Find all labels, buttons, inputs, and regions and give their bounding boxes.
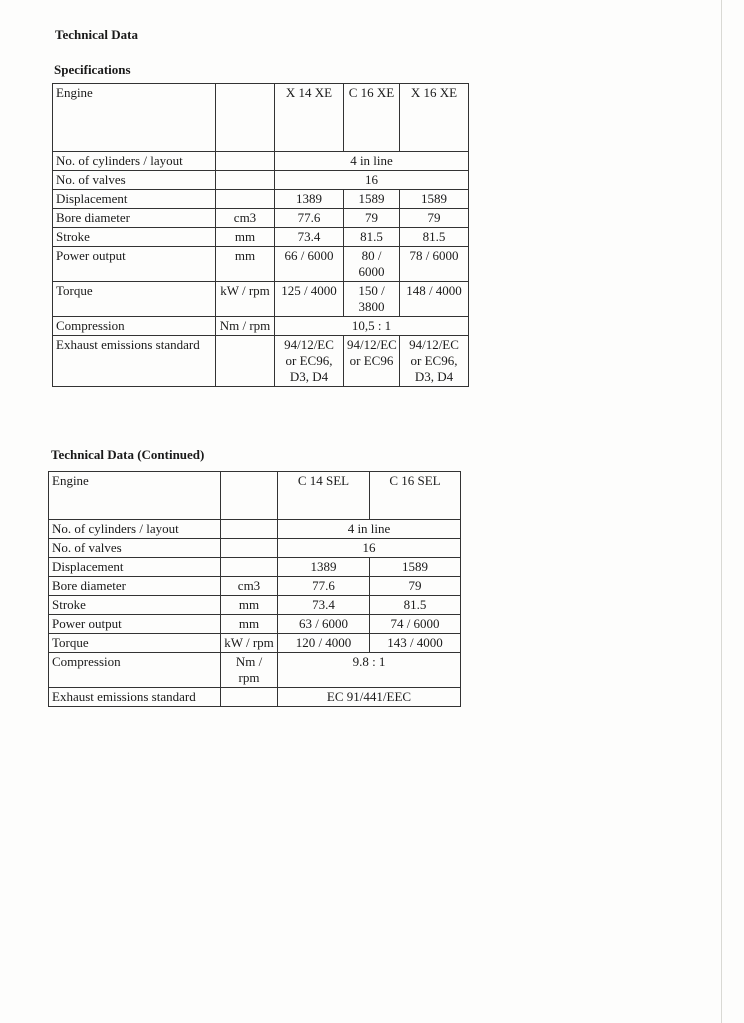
row-cylinders-layout bbox=[53, 152, 469, 171]
header-unit-cell bbox=[221, 472, 278, 520]
row-value: 1389 bbox=[278, 558, 370, 577]
header-engine-label: Engine bbox=[53, 84, 216, 152]
row-label: Exhaust emissions standard bbox=[53, 336, 216, 387]
row-value: 81.5 bbox=[400, 228, 469, 247]
row-label: No. of cylinders / layout bbox=[49, 520, 221, 539]
row-unit: kW / rpm bbox=[216, 282, 275, 317]
row-compression bbox=[49, 653, 461, 688]
row-bore-diameter bbox=[53, 209, 469, 228]
row-unit bbox=[216, 152, 275, 171]
row-valves bbox=[49, 539, 461, 558]
row-compression bbox=[53, 317, 469, 336]
row-unit bbox=[221, 539, 278, 558]
row-unit: mm bbox=[221, 596, 278, 615]
row-exhaust-emissions bbox=[53, 336, 469, 387]
header-engine-x16xe: X 16 XE bbox=[400, 84, 469, 152]
row-label: Compression bbox=[49, 653, 221, 688]
row-value-span: 16 bbox=[278, 539, 461, 558]
row-label: No. of valves bbox=[49, 539, 221, 558]
row-value-span: 16 bbox=[275, 171, 469, 190]
row-unit: Nm / rpm bbox=[216, 317, 275, 336]
specifications-heading: Specifications bbox=[54, 62, 131, 77]
table-header-row bbox=[53, 84, 469, 152]
row-value: 1389 bbox=[275, 190, 344, 209]
header-engine-x14xe: X 14 XE bbox=[275, 84, 344, 152]
row-value: 1589 bbox=[400, 190, 469, 209]
row-value: 80 / 6000 bbox=[344, 247, 400, 282]
row-label: No. of cylinders / layout bbox=[53, 152, 216, 171]
row-value: 73.4 bbox=[275, 228, 344, 247]
row-value-span: 10,5 : 1 bbox=[275, 317, 469, 336]
row-label: Stroke bbox=[53, 228, 216, 247]
row-value: 94/12/EC or EC96 bbox=[344, 336, 400, 387]
page-title: Technical Data bbox=[55, 27, 138, 42]
row-unit: mm bbox=[221, 615, 278, 634]
page-edge bbox=[721, 0, 722, 1023]
row-value: 94/12/EC or EC96, D3, D4 bbox=[275, 336, 344, 387]
row-value-span: 4 in line bbox=[278, 520, 461, 539]
row-unit bbox=[216, 190, 275, 209]
row-value: 81.5 bbox=[370, 596, 461, 615]
row-label: Compression bbox=[53, 317, 216, 336]
row-displacement bbox=[49, 558, 461, 577]
row-label: Stroke bbox=[49, 596, 221, 615]
row-unit: cm3 bbox=[221, 577, 278, 596]
row-displacement bbox=[53, 190, 469, 209]
row-value: 1589 bbox=[370, 558, 461, 577]
row-value: 79 bbox=[370, 577, 461, 596]
table-header-row bbox=[49, 472, 461, 520]
row-value: 94/12/EC or EC96, D3, D4 bbox=[400, 336, 469, 387]
row-bore-diameter bbox=[49, 577, 461, 596]
continued-table bbox=[48, 471, 461, 707]
row-value: 78 / 6000 bbox=[400, 247, 469, 282]
row-value: 125 / 4000 bbox=[275, 282, 344, 317]
row-value: 1589 bbox=[344, 190, 400, 209]
row-unit bbox=[221, 688, 278, 707]
row-label: Power output bbox=[49, 615, 221, 634]
header-engine-c14sel: C 14 SEL bbox=[278, 472, 370, 520]
row-unit: mm bbox=[216, 228, 275, 247]
row-power-output bbox=[49, 615, 461, 634]
row-unit: cm3 bbox=[216, 209, 275, 228]
row-value: 63 / 6000 bbox=[278, 615, 370, 634]
header-engine-c16sel: C 16 SEL bbox=[370, 472, 461, 520]
row-label: Torque bbox=[49, 634, 221, 653]
row-label: Bore diameter bbox=[49, 577, 221, 596]
row-valves bbox=[53, 171, 469, 190]
row-label: No. of valves bbox=[53, 171, 216, 190]
row-label: Displacement bbox=[53, 190, 216, 209]
row-stroke bbox=[53, 228, 469, 247]
row-torque bbox=[49, 634, 461, 653]
header-engine-label: Engine bbox=[49, 472, 221, 520]
row-unit bbox=[221, 558, 278, 577]
row-value: 77.6 bbox=[275, 209, 344, 228]
row-value-span: 4 in line bbox=[275, 152, 469, 171]
row-unit bbox=[216, 171, 275, 190]
row-value: 150 / 3800 bbox=[344, 282, 400, 317]
row-value: 120 / 4000 bbox=[278, 634, 370, 653]
row-value: 74 / 6000 bbox=[370, 615, 461, 634]
row-unit bbox=[216, 336, 275, 387]
row-label: Torque bbox=[53, 282, 216, 317]
row-label: Power output bbox=[53, 247, 216, 282]
row-value: 81.5 bbox=[344, 228, 400, 247]
row-value: 79 bbox=[344, 209, 400, 228]
row-value: 77.6 bbox=[278, 577, 370, 596]
row-label: Bore diameter bbox=[53, 209, 216, 228]
row-unit: mm bbox=[216, 247, 275, 282]
header-unit-cell bbox=[216, 84, 275, 152]
row-value: 143 / 4000 bbox=[370, 634, 461, 653]
row-value: 79 bbox=[400, 209, 469, 228]
row-exhaust-emissions bbox=[49, 688, 461, 707]
continued-heading: Technical Data (Continued) bbox=[51, 447, 205, 462]
row-cylinders-layout bbox=[49, 520, 461, 539]
row-unit: Nm / rpm bbox=[221, 653, 278, 688]
row-value: 66 / 6000 bbox=[275, 247, 344, 282]
row-value: 148 / 4000 bbox=[400, 282, 469, 317]
row-label: Displacement bbox=[49, 558, 221, 577]
row-value-span: EC 91/441/EEC bbox=[278, 688, 461, 707]
row-label: Exhaust emissions standard bbox=[49, 688, 221, 707]
header-engine-c16xe: C 16 XE bbox=[344, 84, 400, 152]
row-value-span: 9.8 : 1 bbox=[278, 653, 461, 688]
row-value: 73.4 bbox=[278, 596, 370, 615]
row-torque bbox=[53, 282, 469, 317]
specifications-table bbox=[52, 83, 469, 387]
row-stroke bbox=[49, 596, 461, 615]
row-power-output bbox=[53, 247, 469, 282]
row-unit bbox=[221, 520, 278, 539]
row-unit: kW / rpm bbox=[221, 634, 278, 653]
